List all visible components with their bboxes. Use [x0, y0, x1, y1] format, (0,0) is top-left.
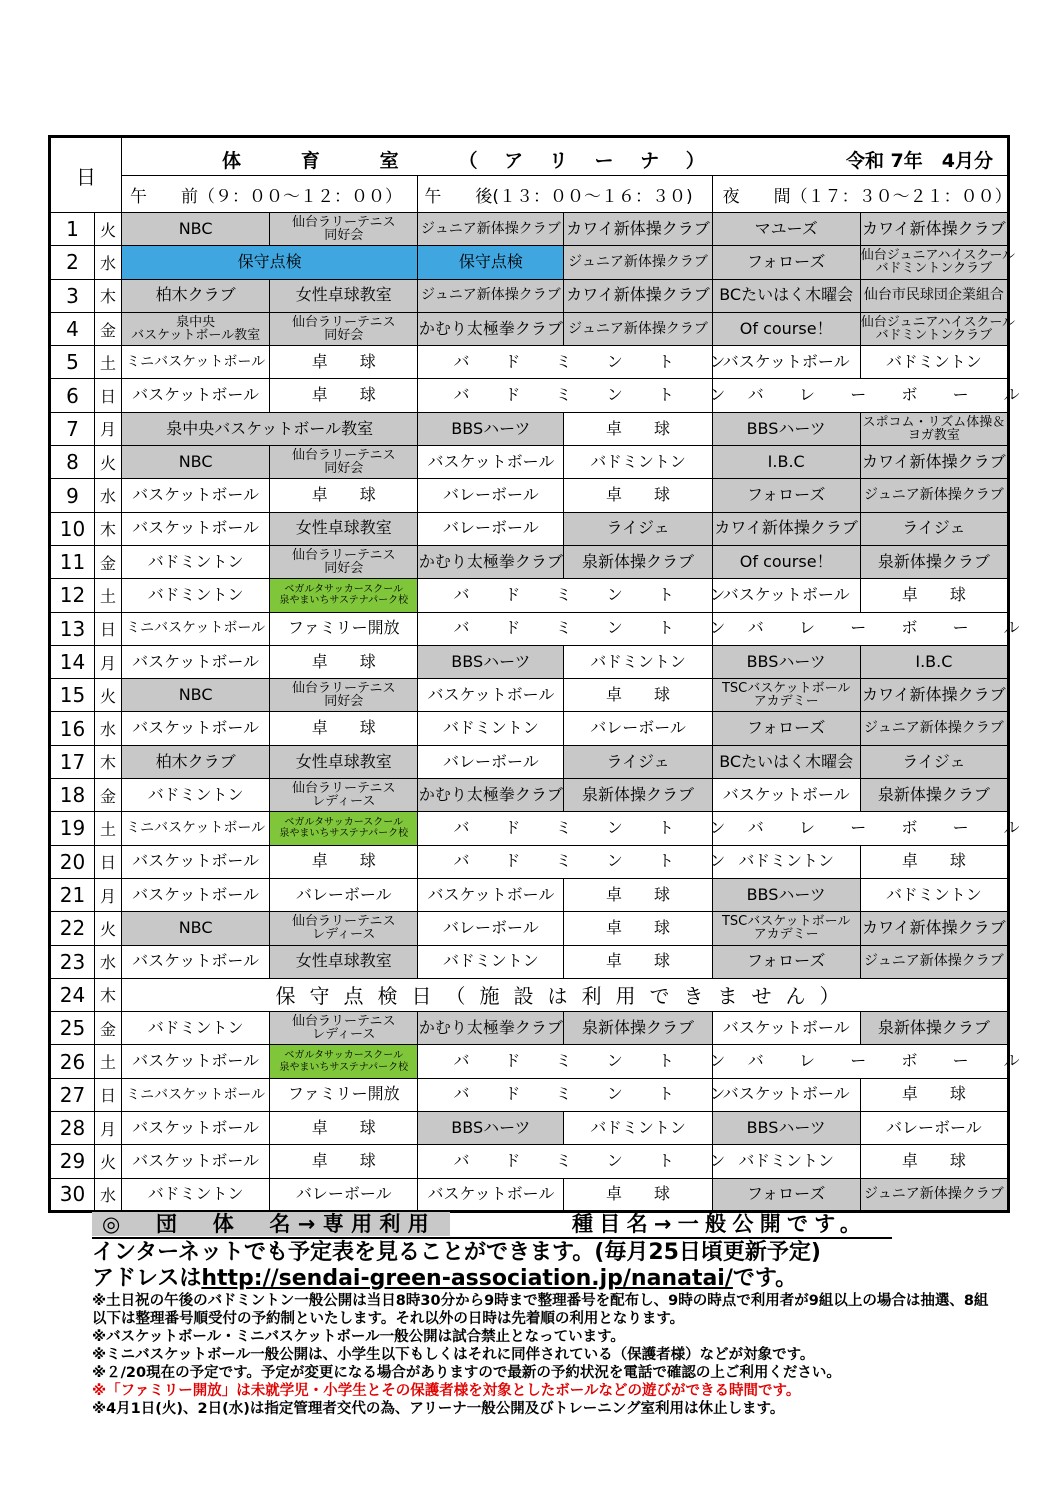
schedule-cell: スポコム・リズム体操＆ ヨガ教室 [860, 412, 1008, 445]
day-row [50, 978, 1009, 1011]
day-number: 19 [50, 812, 95, 845]
weekday: 金 [95, 545, 122, 578]
schedule-cell: 卓 球 [270, 346, 418, 379]
schedule-cell: バドミントン [122, 545, 270, 578]
schedule-cell: ジュニア新体操クラブ [860, 479, 1008, 512]
schedule-cell: TSCバスケットボール アカデミー [712, 912, 860, 945]
note-minibasket: ※ミニバスケットボール一般公開は、小学生以下もしくはそれに同伴されている（保護者様）などが対象です。 [92, 1347, 815, 1363]
schedule-cell: 柏木クラブ [122, 745, 270, 778]
schedule-cell: バレーボール [712, 379, 1008, 412]
day-number: 26 [50, 1045, 95, 1078]
schedule-cell: バドミントン [418, 379, 712, 412]
schedule-cell: ジュニア新体操クラブ [418, 279, 564, 312]
day-number: 1 [50, 213, 95, 246]
day-row [50, 779, 1009, 812]
schedule-cell: バスケットボール [122, 1045, 270, 1078]
schedule-cell: バスケットボール [712, 779, 860, 812]
day-number: 22 [50, 912, 95, 945]
schedule-cell: バドミントン [122, 579, 270, 612]
day-row [50, 1145, 1009, 1178]
schedule-cell: バスケットボール [418, 679, 564, 712]
schedule-cell: 仙台ジュニアハイスクール バドミントンクラブ [860, 312, 1008, 345]
schedule-cell: バスケットボール [122, 645, 270, 678]
schedule-cell: 卓 球 [270, 645, 418, 678]
day-row [50, 246, 1009, 279]
weekday: 月 [95, 645, 122, 678]
schedule-cell: バドミントン [418, 945, 564, 978]
pm-header: 午 後(１３：００～１６：３０) [418, 176, 712, 213]
schedule-cell: ミニバスケットボール [122, 612, 270, 645]
schedule-cell: バドミントン [564, 1112, 712, 1145]
schedule-cell: Of course！ [712, 545, 860, 578]
schedule-cell: NBC [122, 912, 270, 945]
schedule-cell: 仙台ラリーテニス 同好会 [270, 213, 418, 246]
schedule-cell: カワイ新体操クラブ [712, 512, 860, 545]
day-row [50, 479, 1009, 512]
schedule-cell: バスケットボール [122, 878, 270, 911]
schedule-cell: 女性卓球教室 [270, 512, 418, 545]
schedule-cell: Of course！ [712, 312, 860, 345]
legend-underline [92, 1237, 892, 1239]
schedule-cell: BBSハーツ [418, 1112, 564, 1145]
schedule-cell: 泉新体操クラブ [564, 545, 712, 578]
schedule-cell: 卓 球 [564, 1178, 712, 1211]
day-row [50, 945, 1009, 978]
schedule-cell: ジュニア新体操クラブ [860, 712, 1008, 745]
weekday: 水 [95, 246, 122, 279]
schedule-cell: 仙台ラリーテニス レディース [270, 779, 418, 812]
schedule-cell: フォローズ [712, 479, 860, 512]
schedule-cell: ジュニア新体操クラブ [564, 312, 712, 345]
schedule-cell: バレーボール [418, 912, 564, 945]
schedule-cell: 卓 球 [564, 479, 712, 512]
weekday: 木 [95, 745, 122, 778]
schedule-cell: 仙台ラリーテニス 同好会 [270, 679, 418, 712]
schedule-cell: バドミントン [712, 845, 860, 878]
schedule-cell: バスケットボール [122, 945, 270, 978]
schedule-cell: 保守点検 [122, 246, 418, 279]
schedule-cell: I.B.C [860, 645, 1008, 678]
schedule-cell: ライジェ [564, 512, 712, 545]
schedule-cell: 卓 球 [270, 479, 418, 512]
day-row [50, 878, 1009, 911]
schedule-cell: 女性卓球教室 [270, 945, 418, 978]
day-row [50, 545, 1009, 578]
schedule-cell: ファミリー開放 [270, 1078, 418, 1111]
schedule-cell: フォローズ [712, 1178, 860, 1211]
schedule-cell: 卓 球 [270, 845, 418, 878]
note-badminton: ※土日祝の午後のバドミントン一般公開は当日8時30分から9時まで整理番号を配布し、9時の時点で利用者が9組以上の場合は抽選、8組以下は整理番号順受付の予約制といたします。それ以外の日時は先着順の利用となります。 [92, 1293, 989, 1327]
schedule-cell: ジュニア新体操クラブ [860, 945, 1008, 978]
weekday: 日 [95, 379, 122, 412]
schedule-cell: 仙台ラリーテニス 同好会 [270, 446, 418, 479]
schedule-cell: カワイ新体操クラブ [564, 213, 712, 246]
day-row [50, 712, 1009, 745]
weekday: 月 [95, 878, 122, 911]
schedule-cell: ミニバスケットボール [122, 1078, 270, 1111]
schedule-cell: バスケットボール [122, 379, 270, 412]
schedule-cell: ミニバスケットボール [122, 812, 270, 845]
weekday: 水 [95, 1178, 122, 1211]
schedule-cell: ファミリー開放 [270, 612, 418, 645]
schedule-cell: カワイ新体操クラブ [564, 279, 712, 312]
schedule-cell: 女性卓球教室 [270, 745, 418, 778]
schedule-cell: バドミントン [418, 1045, 712, 1078]
month-label: 令和 7年 4月分 [845, 150, 993, 172]
day-header: 日 [50, 137, 122, 213]
schedule-cell: バスケットボール [418, 878, 564, 911]
day-row [50, 1078, 1009, 1111]
schedule-cell: 卓 球 [270, 1112, 418, 1145]
schedule-cell: ベガルタサッカースクール 泉やまいちサステナパーク校 [270, 1045, 418, 1078]
schedule-cell: バドミントン [122, 1178, 270, 1211]
schedule-cell: 泉新体操クラブ [564, 1012, 712, 1045]
address-suffix: です。 [732, 1266, 798, 1291]
schedule-cell: NBC [122, 446, 270, 479]
day-row [50, 1178, 1009, 1211]
title-bar [122, 137, 1009, 176]
day-number: 18 [50, 779, 95, 812]
facility-title: 体 育 室 （アリーナ） [222, 150, 732, 172]
schedule-cell: BBSハーツ [712, 878, 860, 911]
schedule-cell: NBC [122, 213, 270, 246]
schedule-cell: バスケットボール [712, 579, 860, 612]
weekday: 水 [95, 945, 122, 978]
weekday: 月 [95, 412, 122, 445]
schedule-cell: ライジェ [860, 512, 1008, 545]
day-row [50, 512, 1009, 545]
day-number: 29 [50, 1145, 95, 1178]
schedule-cell: バスケットボール [122, 512, 270, 545]
day-number: 5 [50, 346, 95, 379]
schedule-cell: バドミントン [418, 712, 564, 745]
schedule-cell: バレーボール [270, 878, 418, 911]
address-link[interactable]: http://sendai-green-association.jp/nanatai/ [201, 1266, 733, 1291]
weekday: 水 [95, 479, 122, 512]
day-row [50, 379, 1009, 412]
schedule-cell: 仙台ラリーテニス レディース [270, 1012, 418, 1045]
schedule-cell: 卓 球 [564, 945, 712, 978]
weekday: 金 [95, 312, 122, 345]
schedule-cell: I.B.C [712, 446, 860, 479]
schedule-cell: バレーボール [564, 712, 712, 745]
weekday: 火 [95, 1145, 122, 1178]
schedule-cell: BBSハーツ [418, 412, 564, 445]
schedule-cell: ジュニア新体操クラブ [860, 1178, 1008, 1211]
note-basketball: ※バスケットボール・ミニバスケットボール一般公開は試合禁止となっています。 [92, 1329, 625, 1345]
day-number: 28 [50, 1112, 95, 1145]
day-number: 17 [50, 745, 95, 778]
schedule-cell: フォローズ [712, 712, 860, 745]
address-line [92, 1266, 1002, 1292]
address-prefix: アドレスは [92, 1266, 202, 1291]
day-number: 8 [50, 446, 95, 479]
weekday: 日 [95, 845, 122, 878]
weekday: 木 [95, 512, 122, 545]
schedule-cell: バドミントン [564, 645, 712, 678]
schedule-cell: バスケットボール [122, 479, 270, 512]
day-row [50, 645, 1009, 678]
schedule-cell: 卓 球 [860, 845, 1008, 878]
schedule-cell: ジュニア新体操クラブ [418, 213, 564, 246]
schedule-cell: 卓 球 [270, 379, 418, 412]
weekday: 木 [95, 978, 122, 1011]
day-number: 4 [50, 312, 95, 345]
schedule-cell: バスケットボール [712, 346, 860, 379]
schedule-cell: バドミントン [712, 1145, 860, 1178]
day-number: 6 [50, 379, 95, 412]
note-closure: ※4月1日(火)、2日(水)は指定管理者交代の為、アリーナ一般公開及びトレーニング室利用は休止します。 [92, 1401, 785, 1417]
day-row [50, 679, 1009, 712]
weekday: 日 [95, 612, 122, 645]
schedule-cell: バドミントン [860, 878, 1008, 911]
note-schedule: ※２/20現在の予定です。予定が変更になる場合がありますので最新の予約状況を電話で確認の上ご利用ください。 [92, 1365, 841, 1381]
day-number: 12 [50, 579, 95, 612]
notes-section [92, 1212, 1002, 1418]
schedule-table [48, 135, 1055, 1213]
day-number: 20 [50, 845, 95, 878]
schedule-cell: バレーボール [418, 745, 564, 778]
schedule-cell: バレーボール [860, 1112, 1008, 1145]
weekday: 金 [95, 779, 122, 812]
schedule-cell: バドミントン [418, 1145, 712, 1178]
day-row [50, 912, 1009, 945]
schedule-cell: 泉新体操クラブ [860, 545, 1008, 578]
legend-event: 種目名→一般公開です。 [572, 1212, 868, 1236]
schedule-cell: ベガルタサッカースクール 泉やまいちサステナパーク校 [270, 579, 418, 612]
schedule-cell: 仙台ラリーテニス 同好会 [270, 312, 418, 345]
schedule-cell: 卓 球 [270, 1145, 418, 1178]
schedule-cell: 卓 球 [564, 679, 712, 712]
day-number: 15 [50, 679, 95, 712]
day-row [50, 346, 1009, 379]
schedule-cell: マユーズ [712, 213, 860, 246]
day-row [50, 213, 1009, 246]
schedule-cell: バスケットボール [712, 1012, 860, 1045]
day-row [50, 312, 1009, 345]
schedule-cell: ライジェ [860, 745, 1008, 778]
schedule-cell: カワイ新体操クラブ [860, 213, 1008, 246]
schedule-cell: 卓 球 [860, 1145, 1008, 1178]
schedule-cell: 仙台ラリーテニス 同好会 [270, 545, 418, 578]
schedule-cell: 卓 球 [564, 912, 712, 945]
weekday: 日 [95, 1078, 122, 1111]
schedule-cell: BCたいはく木曜会 [712, 279, 860, 312]
schedule-cell: バスケットボール [122, 1112, 270, 1145]
day-number: 14 [50, 645, 95, 678]
schedule-cell: バドミントン [122, 779, 270, 812]
schedule-cell: ジュニア新体操クラブ [564, 246, 712, 279]
day-number: 9 [50, 479, 95, 512]
schedule-cell: ライジェ [564, 745, 712, 778]
schedule-cell: バスケットボール [122, 1145, 270, 1178]
schedule-cell: BBSハーツ [712, 1112, 860, 1145]
day-number: 7 [50, 412, 95, 445]
schedule-cell: バスケットボール [418, 446, 564, 479]
schedule-cell: 泉新体操クラブ [860, 1012, 1008, 1045]
day-number: 11 [50, 545, 95, 578]
note-family: ※「ファミリー開放」は未就学児・小学生とその保護者様を対象としたボールなどの遊びができる時間です。 [92, 1383, 801, 1399]
schedule-cell: バドミントン [418, 1078, 712, 1111]
schedule-cell: バドミントン [418, 346, 712, 379]
day-number: 27 [50, 1078, 95, 1111]
day-number: 3 [50, 279, 95, 312]
schedule-cell: カワイ新体操クラブ [860, 912, 1008, 945]
day-number: 21 [50, 878, 95, 911]
day-number: 16 [50, 712, 95, 745]
schedule-cell: 泉新体操クラブ [564, 779, 712, 812]
weekday: 土 [95, 812, 122, 845]
day-number: 10 [50, 512, 95, 545]
weekday: 土 [95, 346, 122, 379]
schedule-cell: 卓 球 [860, 579, 1008, 612]
schedule-cell: 柏木クラブ [122, 279, 270, 312]
day-row [50, 1012, 1009, 1045]
schedule-cell: カワイ新体操クラブ [860, 446, 1008, 479]
schedule-cell: バレーボール [418, 512, 564, 545]
schedule-cell: 卓 球 [564, 878, 712, 911]
weekday: 土 [95, 579, 122, 612]
schedule-cell: かむり太極拳クラブ [418, 545, 564, 578]
schedule-cell: バドミントン [418, 612, 712, 645]
weekday: 火 [95, 213, 122, 246]
schedule-cell: 卓 球 [270, 712, 418, 745]
schedule-cell: バレーボール [418, 479, 564, 512]
day-number: 24 [50, 978, 95, 1011]
schedule-cell: 卓 球 [860, 1078, 1008, 1111]
day-row [50, 1112, 1009, 1145]
internet-note: インターネットでも予定表を見ることができます。(毎月25日頃更新予定) [92, 1240, 821, 1265]
schedule-cell: 保守点検 [418, 246, 564, 279]
schedule-cell: バスケットボール [122, 845, 270, 878]
day-row [50, 745, 1009, 778]
weekday: 火 [95, 446, 122, 479]
day-row [50, 1045, 1009, 1078]
legend-group: ◎ 団 体 名→専用利用 [92, 1212, 450, 1236]
schedule-cell: ベガルタサッカースクール 泉やまいちサステナパーク校 [270, 812, 418, 845]
schedule-cell: フォローズ [712, 945, 860, 978]
schedule-cell: NBC [122, 679, 270, 712]
day-row [50, 412, 1009, 445]
schedule-cell: 泉中央 バスケットボール教室 [122, 312, 270, 345]
schedule-cell: ミニバスケットボール [122, 346, 270, 379]
legend [92, 1212, 1002, 1240]
schedule-cell: バスケットボール [418, 1178, 564, 1211]
schedule-cell: バスケットボール [712, 1078, 860, 1111]
am-header: 午 前（９：００～１２：００） [122, 176, 418, 213]
schedule-cell: 仙台ラリーテニス レディース [270, 912, 418, 945]
day-row [50, 279, 1009, 312]
schedule-cell: バレーボール [712, 812, 1008, 845]
closed-notice: 保守点検日（施設は利用できません） [122, 978, 1009, 1011]
day-number: 23 [50, 945, 95, 978]
schedule-cell: かむり太極拳クラブ [418, 1012, 564, 1045]
schedule-cell: バドミントン [418, 845, 712, 878]
schedule-cell: BBSハーツ [712, 412, 860, 445]
schedule-cell: バドミントン [418, 579, 712, 612]
weekday: 土 [95, 1045, 122, 1078]
schedule-cell: BCたいはく木曜会 [712, 745, 860, 778]
weekday: 火 [95, 679, 122, 712]
schedule-cell: バレーボール [270, 1178, 418, 1211]
weekday: 木 [95, 279, 122, 312]
weekday: 金 [95, 1012, 122, 1045]
schedule-cell: バスケットボール [122, 712, 270, 745]
day-row [50, 612, 1009, 645]
schedule-cell: BBSハーツ [712, 645, 860, 678]
schedule-cell: 卓 球 [564, 412, 712, 445]
schedule-cell: 泉中央バスケットボール教室 [122, 412, 418, 445]
schedule-cell: 泉新体操クラブ [860, 779, 1008, 812]
day-row [50, 812, 1009, 845]
weekday: 火 [95, 912, 122, 945]
schedule-cell: バドミントン [122, 1012, 270, 1045]
schedule-cell: カワイ新体操クラブ [860, 679, 1008, 712]
day-number: 30 [50, 1178, 95, 1211]
schedule-cell: バドミントン [418, 812, 712, 845]
schedule-cell: バレーボール [712, 1045, 1008, 1078]
schedule-cell: TSCバスケットボール アカデミー [712, 679, 860, 712]
schedule-cell: かむり太極拳クラブ [418, 312, 564, 345]
schedule-cell: フォローズ [712, 246, 860, 279]
schedule-cell: 仙台ジュニアハイスクール バドミントンクラブ [860, 246, 1008, 279]
day-row [50, 845, 1009, 878]
weekday: 水 [95, 712, 122, 745]
day-row [50, 579, 1009, 612]
day-number: 13 [50, 612, 95, 645]
schedule-cell: BBSハーツ [418, 645, 564, 678]
schedule-cell: 女性卓球教室 [270, 279, 418, 312]
schedule-cell: バドミントン [860, 346, 1008, 379]
day-number: 2 [50, 246, 95, 279]
schedule-cell: 仙台市民球団企業組合 [860, 279, 1008, 312]
weekday: 月 [95, 1112, 122, 1145]
day-row [50, 446, 1009, 479]
schedule-cell: バレーボール [712, 612, 1008, 645]
schedule-cell: バドミントン [564, 446, 712, 479]
schedule-cell: かむり太極拳クラブ [418, 779, 564, 812]
night-header: 夜 間（１７：３０～２１：００） [712, 176, 1008, 213]
day-number: 25 [50, 1012, 95, 1045]
